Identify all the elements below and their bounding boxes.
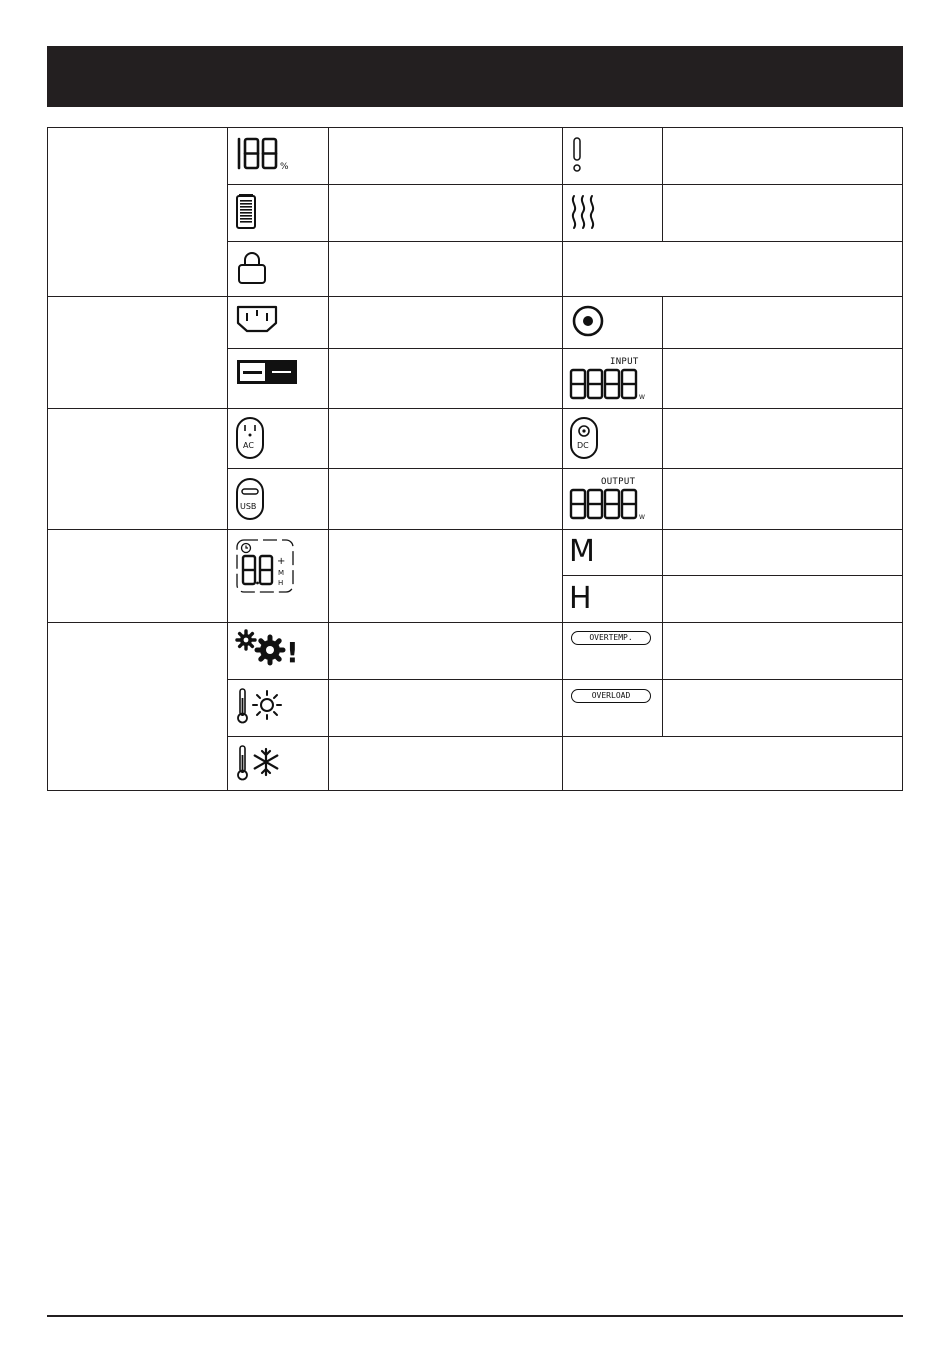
- input-label: INPUT: [610, 357, 639, 367]
- percent-sign: %: [280, 162, 289, 172]
- usb-output-icon: [234, 476, 266, 522]
- warning-indicator-icon: [568, 136, 588, 176]
- ac-output-icon: [234, 415, 266, 461]
- dc-input-port-icon: [570, 303, 608, 339]
- timer-hours-letter: H: [278, 579, 284, 587]
- output-wattage-display-icon: [568, 474, 652, 522]
- battery-level-icon: [234, 192, 260, 232]
- section-header-bar: [47, 46, 903, 107]
- heating-icon: [568, 193, 602, 233]
- input-wattage-display-icon: [568, 354, 652, 402]
- dc-output-icon: [568, 415, 600, 461]
- fault-exclamation: !: [286, 636, 299, 669]
- hours-indicator-icon: H: [569, 581, 592, 616]
- solar-input-icon: [234, 357, 300, 387]
- dc-output-label: DC: [577, 441, 589, 450]
- overtemp-badge: [571, 631, 651, 645]
- overload-label: OVERLOAD: [591, 691, 631, 700]
- usb-output-label: USB: [240, 502, 257, 511]
- ac-output-label: AC: [243, 441, 254, 450]
- timer-minutes-letter: M: [278, 569, 285, 577]
- remaining-time-display-icon: [234, 537, 298, 597]
- overtemp-label: OVERTEMP.: [589, 633, 633, 642]
- input-watt-unit: W: [639, 394, 645, 401]
- low-temperature-icon: [234, 743, 286, 783]
- battery-percentage-display-icon: [234, 136, 294, 174]
- output-watt-unit: W: [639, 514, 645, 521]
- minutes-indicator-icon: M: [569, 534, 595, 569]
- overload-badge: [571, 689, 651, 703]
- lock-icon: [234, 249, 270, 287]
- output-label: OUTPUT: [601, 477, 636, 487]
- high-temperature-icon: [234, 686, 286, 726]
- footer-rule: [47, 1315, 903, 1317]
- timer-plus: +: [277, 556, 286, 567]
- system-fault-gear-icon: [234, 628, 300, 670]
- ac-input-socket-icon: [234, 303, 280, 335]
